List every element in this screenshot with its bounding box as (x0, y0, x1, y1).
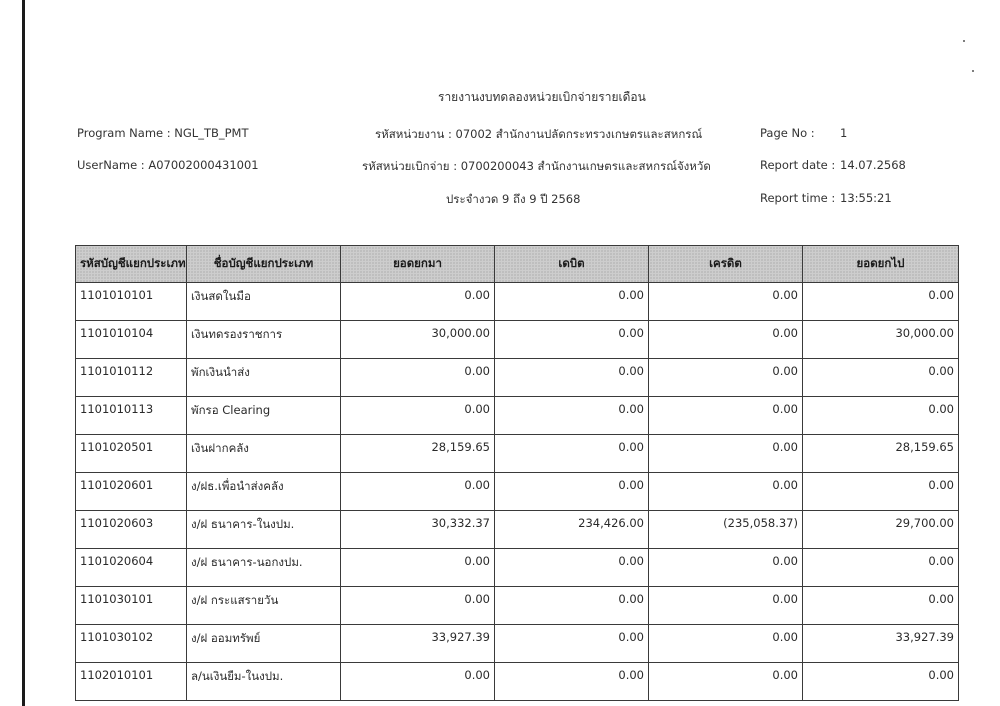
scan-speck (963, 40, 965, 42)
report-date-value: 14.07.2568 (840, 158, 906, 172)
table-body (76, 283, 959, 701)
agency-code: รหัสหน่วยงาน : 07002 สำนักงานปลัดกระทรวงเกษตรและสหกรณ์ (375, 127, 703, 141)
cell-account-name: ง/ฝ ออมทรัพย์ (187, 625, 341, 663)
table-row (76, 435, 959, 473)
cell-credit: 0.00 (649, 397, 803, 435)
cell-account-code: 1101020603 (76, 511, 187, 549)
cell-account-code: 1101020501 (76, 435, 187, 473)
cell-opening-balance: 28,159.65 (341, 435, 495, 473)
page-left-edge (22, 0, 25, 706)
cell-debit: 0.00 (495, 663, 649, 701)
cell-debit: 0.00 (495, 283, 649, 321)
cell-debit: 0.00 (495, 587, 649, 625)
column-header-credit: เครดิต (649, 246, 803, 283)
cell-debit: 0.00 (495, 625, 649, 663)
cell-debit: 0.00 (495, 549, 649, 587)
page-no-value: 1 (840, 126, 848, 140)
cell-account-code: 1101020604 (76, 549, 187, 587)
cell-credit: 0.00 (649, 283, 803, 321)
trial-balance-table (75, 245, 959, 701)
report-date-label: Report date : (760, 158, 836, 172)
cell-closing-balance: 0.00 (803, 587, 959, 625)
column-header-account-code: รหัสบัญชีแยกประเภท (76, 246, 187, 283)
table-row (76, 663, 959, 701)
cell-opening-balance: 30,332.37 (341, 511, 495, 549)
cell-account-name: ง/ฝ กระแสรายวัน (187, 587, 341, 625)
report-period: ประจำงวด 9 ถึง 9 ปี 2568 (446, 192, 581, 206)
user-name: UserName : A07002000431001 (77, 158, 259, 172)
cell-debit: 0.00 (495, 435, 649, 473)
table-row (76, 397, 959, 435)
page-no-label: Page No : (760, 126, 815, 140)
cell-account-code: 1101010104 (76, 321, 187, 359)
column-header-opening-balance: ยอดยกมา (341, 246, 495, 283)
cell-closing-balance: 29,700.00 (803, 511, 959, 549)
cell-opening-balance: 0.00 (341, 359, 495, 397)
cell-account-code: 1102010101 (76, 663, 187, 701)
cell-opening-balance: 0.00 (341, 397, 495, 435)
cell-debit: 0.00 (495, 359, 649, 397)
cell-credit: (235,058.37) (649, 511, 803, 549)
cell-account-name: เงินสดในมือ (187, 283, 341, 321)
cell-credit: 0.00 (649, 587, 803, 625)
program-name: Program Name : NGL_TB_PMT (77, 126, 249, 140)
cell-account-name: เงินทดรองราชการ (187, 321, 341, 359)
disbursing-unit-code: รหัสหน่วยเบิกจ่าย : 0700200043 สำนักงานเกษตรและสหกรณ์จังหวัด (362, 159, 711, 173)
cell-opening-balance: 0.00 (341, 549, 495, 587)
column-header-account-name: ชื่อบัญชีแยกประเภท (187, 246, 341, 283)
table-row (76, 549, 959, 587)
cell-account-name: ล/นเงินยืม-ในงปม. (187, 663, 341, 701)
cell-opening-balance: 0.00 (341, 587, 495, 625)
cell-closing-balance: 0.00 (803, 663, 959, 701)
table-row (76, 359, 959, 397)
cell-debit: 0.00 (495, 473, 649, 511)
column-header-closing-balance: ยอดยกไป (803, 246, 959, 283)
report-time-label: Report time : (760, 191, 836, 205)
cell-account-code: 1101010112 (76, 359, 187, 397)
cell-opening-balance: 0.00 (341, 283, 495, 321)
cell-credit: 0.00 (649, 549, 803, 587)
cell-credit: 0.00 (649, 321, 803, 359)
cell-closing-balance: 0.00 (803, 397, 959, 435)
cell-opening-balance: 33,927.39 (341, 625, 495, 663)
cell-debit: 0.00 (495, 397, 649, 435)
cell-closing-balance: 0.00 (803, 549, 959, 587)
cell-closing-balance: 28,159.65 (803, 435, 959, 473)
cell-closing-balance: 0.00 (803, 359, 959, 397)
cell-account-code: 1101030101 (76, 587, 187, 625)
cell-debit: 0.00 (495, 321, 649, 359)
cell-closing-balance: 30,000.00 (803, 321, 959, 359)
cell-opening-balance: 30,000.00 (341, 321, 495, 359)
cell-credit: 0.00 (649, 473, 803, 511)
cell-credit: 0.00 (649, 663, 803, 701)
cell-credit: 0.00 (649, 359, 803, 397)
table-row (76, 283, 959, 321)
cell-opening-balance: 0.00 (341, 473, 495, 511)
cell-opening-balance: 0.00 (341, 663, 495, 701)
cell-debit: 234,426.00 (495, 511, 649, 549)
scan-speck (972, 70, 974, 72)
column-header-debit: เดบิต (495, 246, 649, 283)
table-row (76, 321, 959, 359)
cell-closing-balance: 0.00 (803, 473, 959, 511)
cell-credit: 0.00 (649, 435, 803, 473)
cell-account-name: ง/ฝ ธนาคาร-ในงปม. (187, 511, 341, 549)
table-row (76, 587, 959, 625)
cell-account-name: ง/ฝ ธนาคาร-นอกงปม. (187, 549, 341, 587)
report-title: รายงานงบทดลองหน่วยเบิกจ่ายรายเดือน (438, 90, 646, 104)
cell-closing-balance: 33,927.39 (803, 625, 959, 663)
cell-account-name: ง/ฝธ.เพื่อนำส่งคลัง (187, 473, 341, 511)
cell-account-code: 1101030102 (76, 625, 187, 663)
report-time-value: 13:55:21 (840, 191, 892, 205)
table-header-row (76, 246, 959, 283)
cell-account-name: เงินฝากคลัง (187, 435, 341, 473)
cell-account-code: 1101010113 (76, 397, 187, 435)
cell-account-name: พักรอ Clearing (187, 397, 341, 435)
cell-account-code: 1101020601 (76, 473, 187, 511)
table-row (76, 625, 959, 663)
table-row (76, 473, 959, 511)
cell-account-code: 1101010101 (76, 283, 187, 321)
table-row (76, 511, 959, 549)
cell-account-name: พักเงินนำส่ง (187, 359, 341, 397)
cell-credit: 0.00 (649, 625, 803, 663)
cell-closing-balance: 0.00 (803, 283, 959, 321)
